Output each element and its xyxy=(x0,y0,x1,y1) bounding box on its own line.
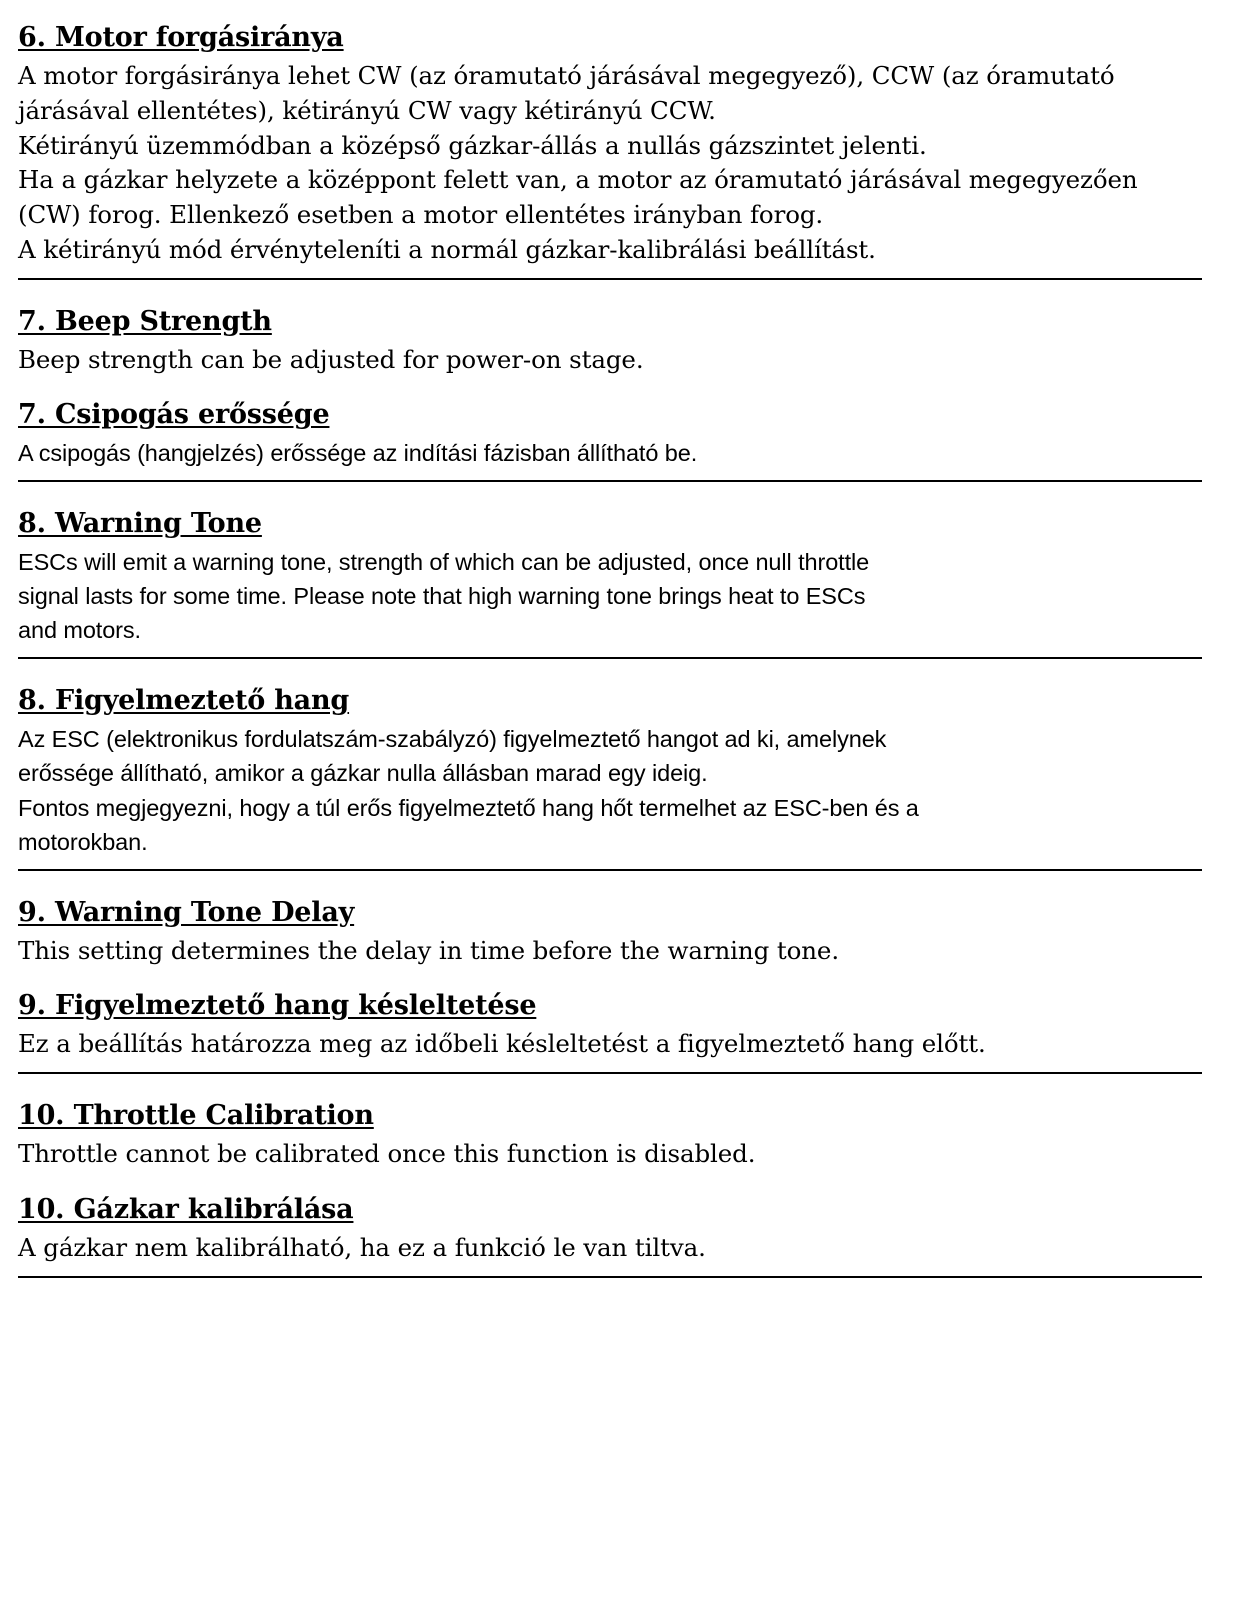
section-throttle-calibration-en xyxy=(18,1100,1202,1172)
body-line: Az ESC (elektronikus fordulatszám-szabályzó) figyelmeztető hangot ad ki, amelynek xyxy=(18,726,887,753)
spacer xyxy=(18,968,1202,990)
spacer xyxy=(18,377,1202,399)
section-body xyxy=(18,436,1202,470)
spacer xyxy=(18,659,1202,685)
section-warning-tone-delay-hu xyxy=(18,990,1202,1074)
spacer xyxy=(18,482,1202,508)
body-line: This setting determines the delay in time before the warning tone. xyxy=(18,935,840,965)
section-heading: 10. Gázkar kalibrálása xyxy=(18,1193,354,1225)
section-body xyxy=(18,1231,1202,1266)
body-line: signal lasts for some time. Please note that high warning tone brings heat to ESCs xyxy=(18,583,866,610)
body-line: A gázkar nem kalibrálható, ha ez a funkció le van tiltva. xyxy=(18,1232,706,1262)
body-line: járásával ellentétes), kétirányú CW vagy kétirányú CCW. xyxy=(18,95,716,125)
section-warning-tone-hu xyxy=(18,685,1202,870)
body-line: A kétirányú mód érvényteleníti a normál gázkar-kalibrálási beállítást. xyxy=(18,234,876,264)
section-body xyxy=(18,1137,1202,1172)
section-body xyxy=(18,59,1202,268)
section-heading: 9. Figyelmeztető hang késleltetése xyxy=(18,990,537,1022)
section-throttle-calibration-hu xyxy=(18,1194,1202,1278)
section-heading: 8. Warning Tone xyxy=(18,508,262,540)
spacer xyxy=(18,1074,1202,1100)
body-line: A motor forgásiránya lehet CW (az óramutató járásával megegyező), CCW (az óramutató xyxy=(18,60,1115,90)
section-warning-tone-delay-en xyxy=(18,897,1202,969)
section-heading: 6. Motor forgásiránya xyxy=(18,22,344,53)
section-body xyxy=(18,934,1202,969)
body-line: motorokban. xyxy=(18,828,148,855)
body-line: Fontos megjegyezni, hogy a túl erős figyelmeztető hang hőt termelhet az ESC-ben és a xyxy=(18,794,919,821)
section-divider xyxy=(18,1276,1202,1278)
section-heading: 9. Warning Tone Delay xyxy=(18,896,355,928)
section-heading: 7. Csipogás erőssége xyxy=(18,399,330,431)
section-heading: 7. Beep Strength xyxy=(18,305,272,337)
body-line: Kétirányú üzemmódban a középső gázkar-állás a nullás gázszintet jelenti. xyxy=(18,130,927,160)
body-line: and motors. xyxy=(18,617,141,644)
body-line: Ha a gázkar helyzete a középpont felett van, a motor az óramutató járásával megegyezően xyxy=(18,165,1138,195)
spacer xyxy=(18,1172,1202,1194)
section-heading: 10. Throttle Calibration xyxy=(18,1100,374,1132)
section-body xyxy=(18,545,1202,647)
body-line: Ez a beállítás határozza meg az időbeli késleltetést a figyelmeztető hang előtt. xyxy=(18,1029,986,1059)
section-heading: 8. Figyelmeztető hang xyxy=(18,685,350,717)
spacer xyxy=(18,871,1202,897)
section-body xyxy=(18,722,1202,858)
body-line: Throttle cannot be calibrated once this function is disabled. xyxy=(18,1139,756,1169)
section-motor-rotation-hu xyxy=(18,22,1202,280)
body-line: Beep strength can be adjusted for power-on stage. xyxy=(18,344,644,374)
body-line: ESCs will emit a warning tone, strength of which can be adjusted, once null throttle xyxy=(18,549,870,576)
body-line: erőssége állítható, amikor a gázkar nulla állásban marad egy ideig. xyxy=(18,760,708,787)
body-line: (CW) forog. Ellenkező esetben a motor ellentétes irányban forog. xyxy=(18,200,824,230)
section-warning-tone-en xyxy=(18,508,1202,659)
body-line: A csipogás (hangjelzés) erőssége az indítási fázisban állítható be. xyxy=(18,440,698,467)
section-body xyxy=(18,1027,1202,1062)
section-beep-strength-en xyxy=(18,306,1202,378)
section-beep-strength-hu xyxy=(18,399,1202,482)
section-body xyxy=(18,343,1202,378)
spacer xyxy=(18,280,1202,306)
